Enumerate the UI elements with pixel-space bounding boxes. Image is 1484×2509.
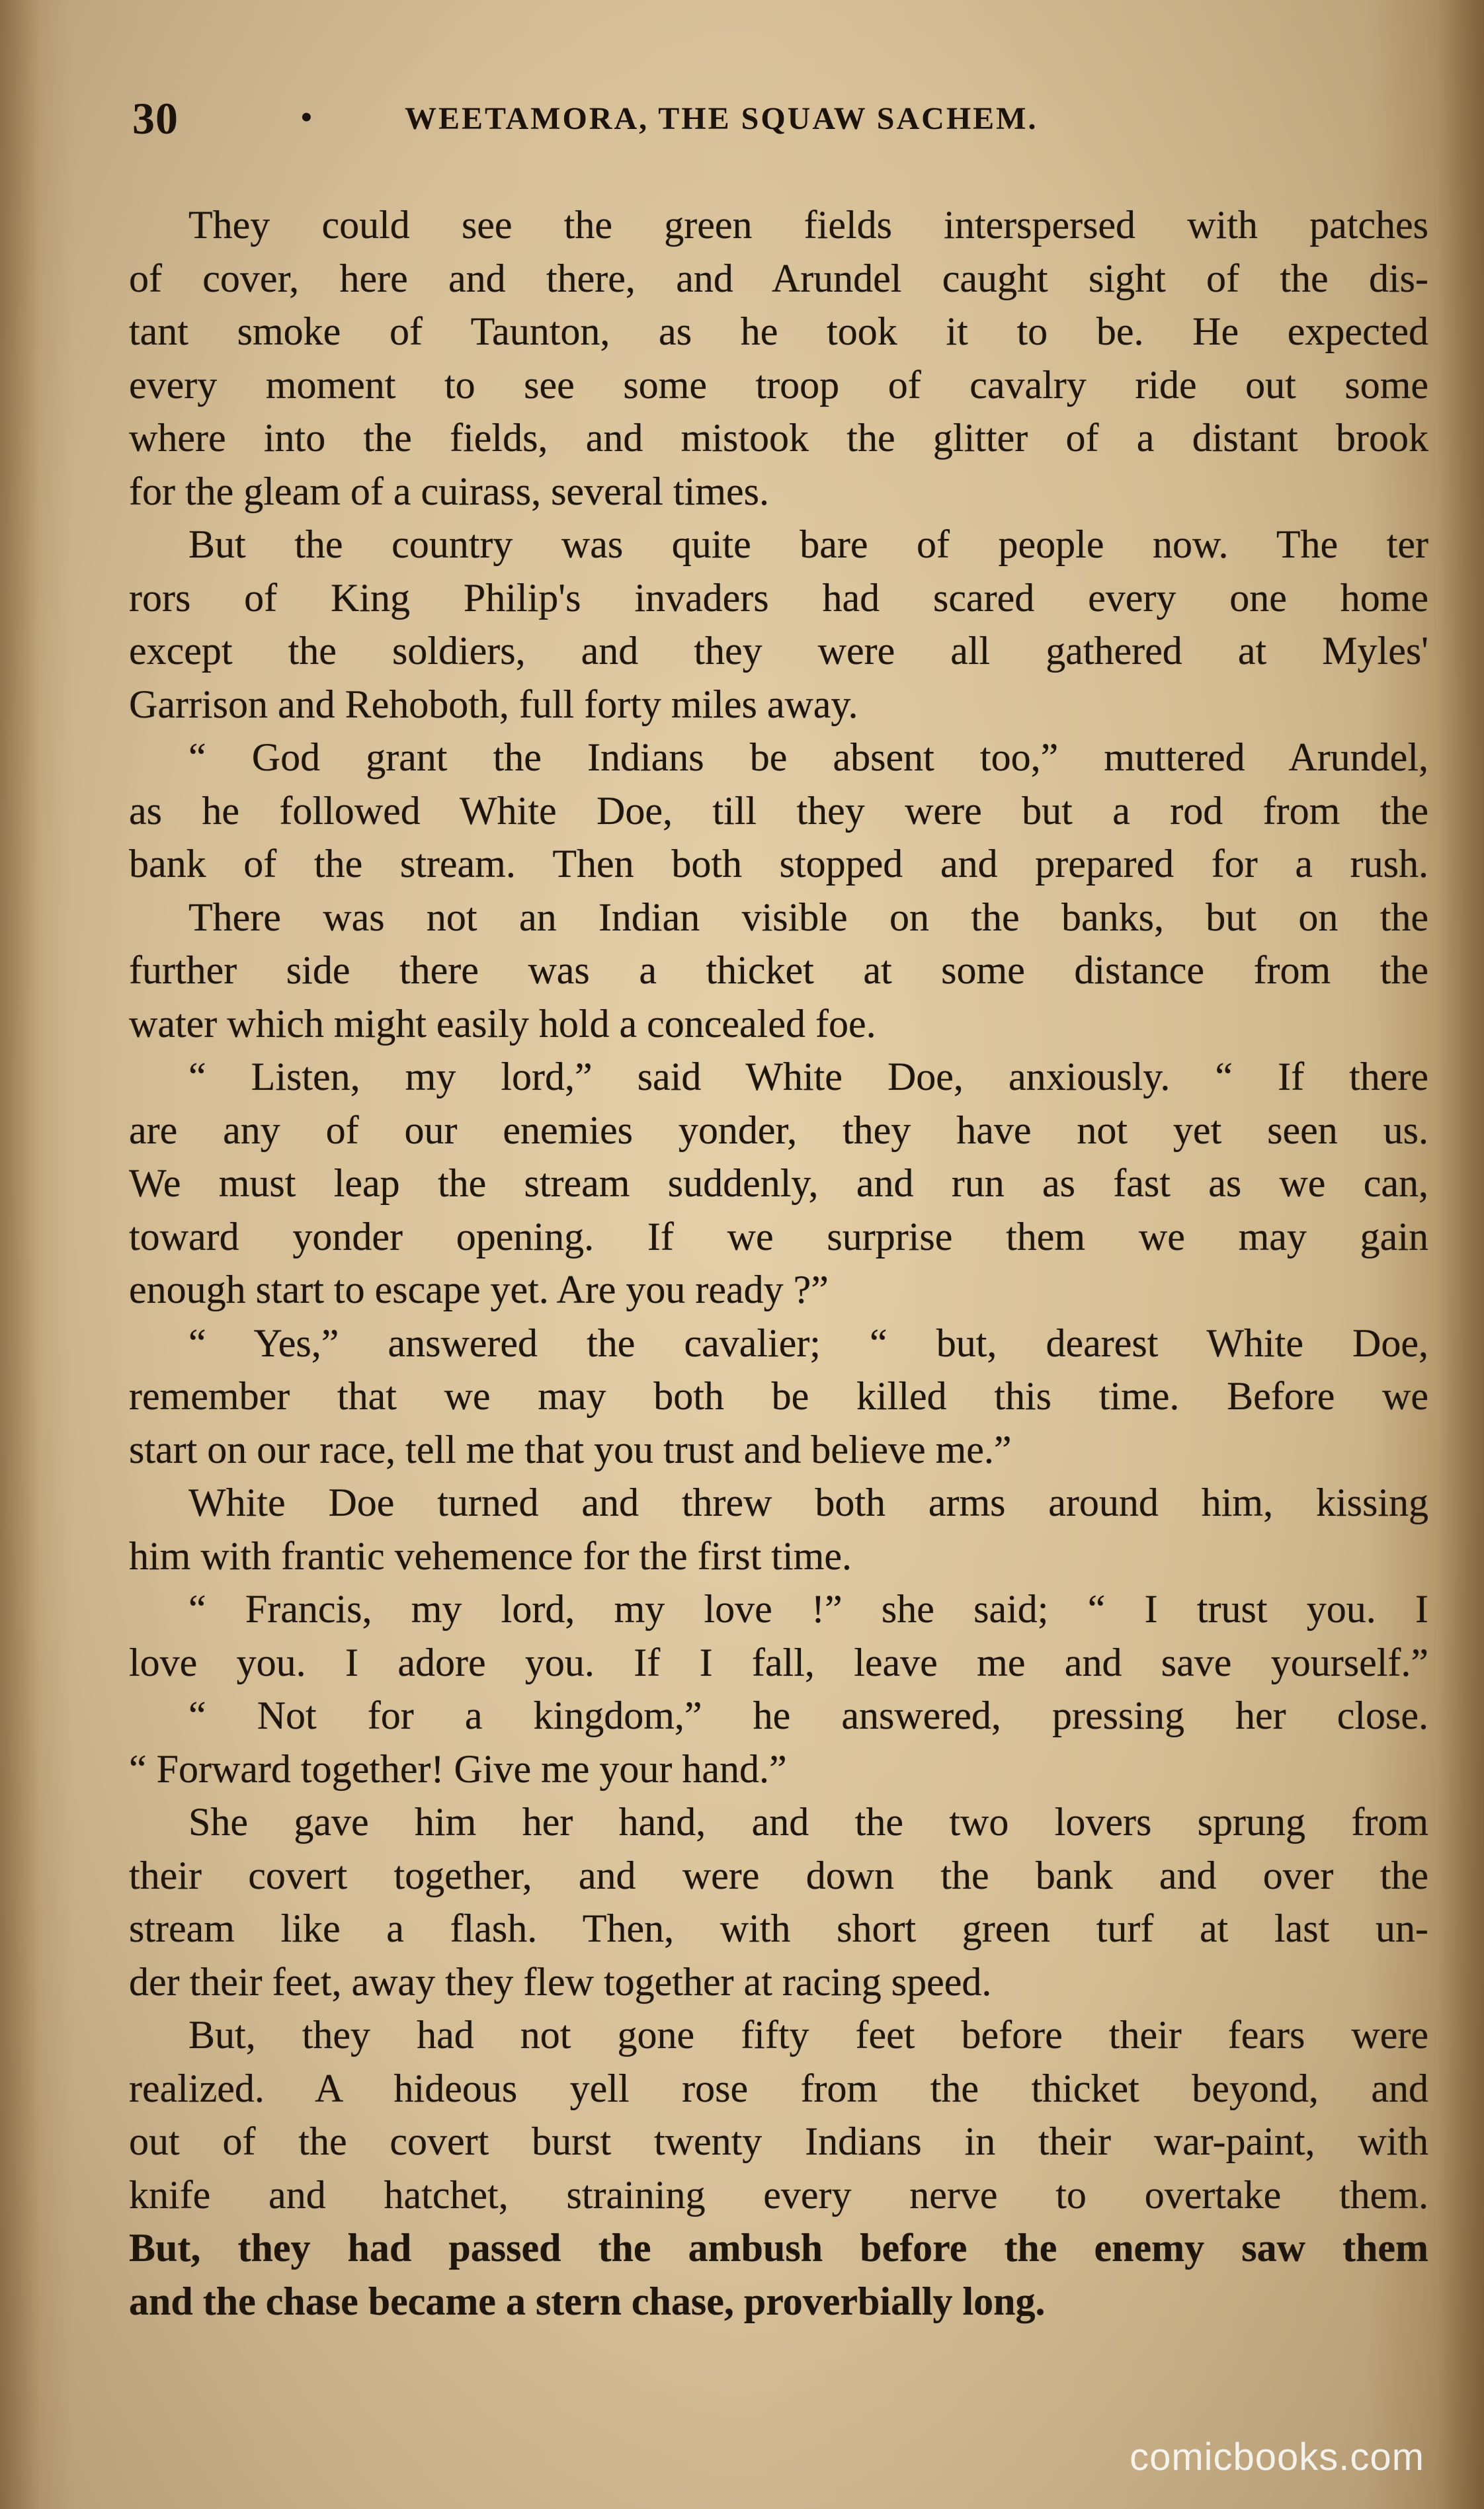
text-line: “ Not for a kingdom,” he answered, pressing her close. (188, 1694, 1428, 1737)
text-line: But, they had passed the ambush before the enemy saw them (129, 2226, 1428, 2270)
text-line: stream like a flash. Then, with short green turf at last un- (129, 1907, 1428, 1950)
text-line: But the country was quite bare of people now. The ter (188, 522, 1428, 566)
text-line: as he followed White Doe, till they were but a rod from the (129, 788, 1428, 833)
text-line: where into the fields, and mistook the glitter of a distant brook (129, 416, 1428, 460)
text-line: of cover, here and there, and Arundel caught sight of the dis- (129, 256, 1428, 300)
text-line: him with frantic vehemence for the first time. (129, 1534, 852, 1578)
text-line: Garrison and Rehoboth, full forty miles away. (129, 682, 858, 726)
text-line: start on our race, tell me that you trust and believe me.” (129, 1427, 1012, 1471)
text-line: They could see the green fields interspersed with patches (188, 203, 1428, 247)
text-line: rors of King Philip's invaders had scared every one home (129, 575, 1428, 620)
text-line: She gave him her hand, and the two lovers sprung from (188, 1800, 1428, 1844)
text-line: der their feet, away they flew together at racing speed. (129, 1959, 992, 2004)
text-line: and the chase became a stern chase, proverbially long. (129, 2279, 1046, 2323)
body-text (129, 198, 1428, 2328)
text-line: “ Yes,” answered the cavalier; “ but, dearest White Doe, (188, 1321, 1428, 1365)
text-line: “ Forward together! Give me your hand.” (129, 1747, 787, 1791)
text-line: “ God grant the Indians be absent too,” muttered Arundel, (188, 735, 1428, 779)
text-line: love you. I adore you. If I fall, leave me and save yourself.” (129, 1640, 1428, 1684)
text-line: “ Listen, my lord,” said White Doe, anxiously. “ If there (188, 1055, 1428, 1098)
watermark: comicbooks.com (1130, 2436, 1424, 2479)
text-line: bank of the stream. Then both stopped and prepared for a rush. (129, 842, 1428, 885)
text-line: are any of our enemies yonder, they have not yet seen us. (129, 1108, 1428, 1152)
page-header (132, 93, 1405, 152)
text-line: White Doe turned and threw both arms around him, kissing (188, 1481, 1428, 1524)
page-edge-shadow (0, 0, 40, 2509)
text-line: knife and hatchet, straining every nerve to overtake them. (129, 2172, 1428, 2217)
spine-shadow (1438, 0, 1484, 2509)
text-line: tant smoke of Taunton, as he took it to be. He expected (129, 309, 1428, 353)
text-line: out of the covert burst twenty Indians in their war-paint, with (129, 2119, 1428, 2163)
text-line: We must leap the stream suddenly, and run as fast as we can, (129, 1161, 1428, 1205)
text-line: “ Francis, my lord, my love !” she said; “ I trust you. I (188, 1587, 1428, 1631)
text-line: remember that we may both be killed this time. Before we (129, 1374, 1428, 1418)
text-line: except the soldiers, and they were all gathered at Myles' (129, 629, 1428, 673)
text-line: toward yonder opening. If we surprise them we may gain (129, 1214, 1428, 1258)
text-line: But, they had not gone fifty feet before their fears were (188, 2013, 1428, 2057)
text-line: There was not an Indian visible on the banks, but on the (188, 895, 1428, 939)
running-head: WEETAMORA, THE SQUAW SACHEM. (405, 101, 1038, 136)
text-line: further side there was a thicket at some distance from the (129, 948, 1428, 992)
text-line: every moment to see some troop of cavalry ride out some (129, 362, 1428, 407)
page-number: 30 (132, 93, 179, 144)
text-line: realized. A hideous yell rose from the thicket beyond, and (129, 2066, 1428, 2110)
text-line: their covert together, and were down the bank and over the (129, 1853, 1428, 1897)
text-line: enough start to escape yet. Are you ready ?” (129, 1268, 829, 1311)
text-line: for the gleam of a cuirass, several times. (129, 469, 769, 513)
text-line: water which might easily hold a concealed foe. (129, 1001, 876, 1046)
header-dot: • (301, 100, 312, 135)
